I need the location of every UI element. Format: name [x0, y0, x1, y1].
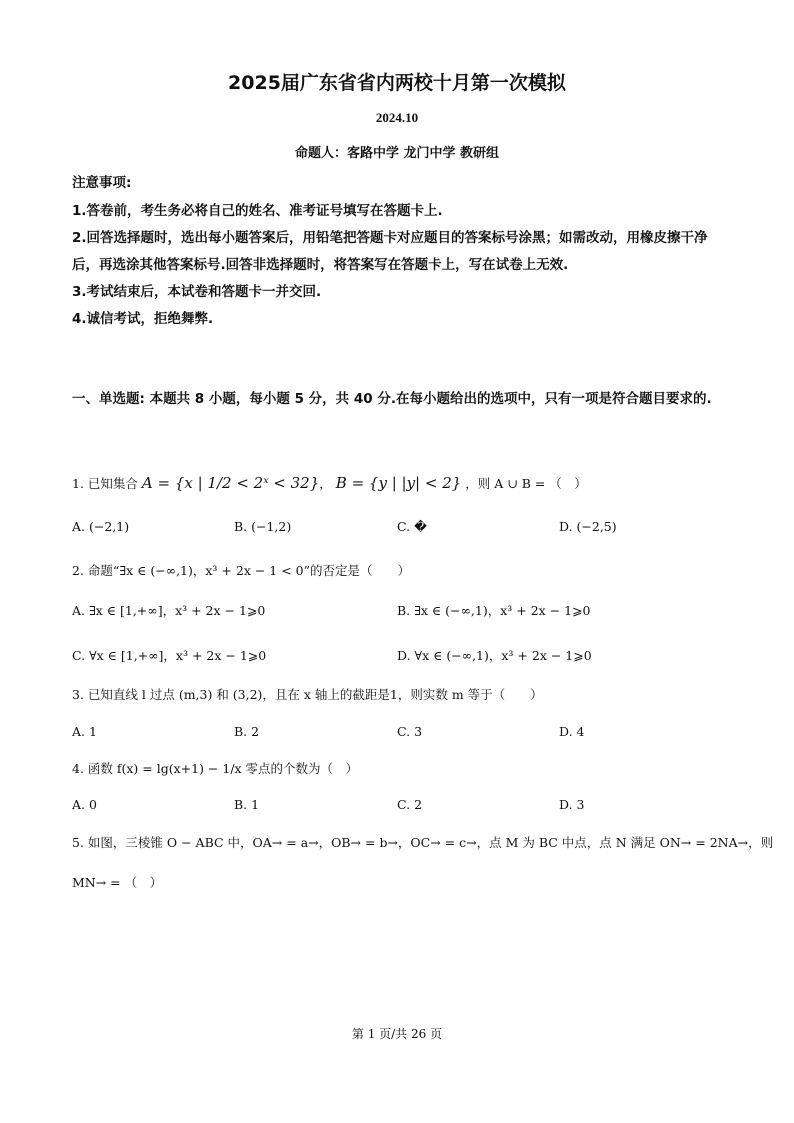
- exam-author: 命题人：客路中学 龙门中学 教研组: [294, 146, 500, 161]
- q1-option-b: B. (−1,2): [234, 519, 292, 534]
- notice-item-3: 3.考试结束后，本试卷和答题卡一并交回.: [72, 284, 322, 300]
- q2-option-c: C. ∀x ∈ [1,+∞]，x³ + 2x − 1⩾0: [72, 648, 267, 663]
- q3-option-b: B. 2: [234, 724, 260, 739]
- question-2-options-row-2: [72, 646, 732, 668]
- q1-option-c: C. �: [397, 519, 427, 534]
- q3-option-c: C. 3: [397, 724, 423, 739]
- question-4-options: [72, 797, 732, 819]
- notice-item-4: 4.诚信考试，拒绝舞弊.: [72, 311, 214, 327]
- question-1-stem: [72, 474, 732, 493]
- question-5-stem: 5. 如图，三棱锥 O − ABC 中，OA→ = a→，OB→ = b→，OC→ = c→，点 M 为 BC 中点，点 N 满足 ON→ = 2NA→，则: [72, 835, 774, 850]
- q1-set-a: A = {x | 1/2 < 2ˣ < 32}: [141, 474, 320, 492]
- q4-option-c: C. 2: [397, 797, 423, 812]
- q3-option-a: A. 1: [72, 724, 97, 739]
- question-1-options: [72, 519, 732, 541]
- q4-option-a: A. 0: [72, 797, 97, 812]
- notice-list: [72, 198, 722, 333]
- section-intro: 一、单选题: 本题共 8 小题，每小题 5 分，共 40 分.在每小题给出的选项中，只有一项是符合题目要求的.: [72, 391, 712, 407]
- q2-option-d: D. ∀x ∈ (−∞,1)，x³ + 2x − 1⩾0: [397, 648, 592, 663]
- question-2-stem: 2. 命题“∃x ∈ (−∞,1)，x³ + 2x − 1 < 0”的否定是（ ）: [72, 563, 411, 578]
- q1-comma: ，: [319, 476, 332, 491]
- notice-item-2: 2.回答选择题时，选出每小题答案后，用铅笔把答题卡对应题目的答案标号涂黑；如需改动，用橡皮擦干净后，再选涂其他答案标号.回答非选择题时，将答案写在答题卡上，写在试卷上无效.: [72, 230, 708, 273]
- q1-option-d: D. (−2,5): [559, 519, 617, 534]
- question-5-stem-continued: MN→ = （ ）: [72, 875, 163, 890]
- exam-title: 2025届广东省省内两校十月第一次模拟: [228, 72, 566, 94]
- question-3-options: [72, 724, 732, 746]
- exam-date: 2024.10: [375, 110, 419, 125]
- q1-suffix: ，则 A ∪ B = （ ）: [465, 476, 587, 491]
- q1-prefix: 1. 已知集合: [72, 476, 138, 491]
- notice-heading: 注意事项:: [72, 175, 132, 191]
- q4-option-b: B. 1: [234, 797, 260, 812]
- q4-option-d: D. 3: [559, 797, 585, 812]
- question-2-options-row-1: [72, 601, 732, 623]
- q3-option-d: D. 4: [559, 724, 585, 739]
- page-footer: 第 1 页/共 26 页: [351, 1027, 443, 1041]
- question-4-stem: 4. 函数 f(x) = lg(x+1) − 1/x 零点的个数为（ ）: [72, 761, 359, 776]
- q2-option-b: B. ∃x ∈ (−∞,1)，x³ + 2x − 1⩾0: [397, 603, 591, 618]
- question-3-stem: 3. 已知直线 l 过点 (m,3) 和 (3,2)，且在 x 轴上的截距是1，则实数 m 等于（ ）: [72, 687, 543, 702]
- q2-option-a: A. ∃x ∈ [1,+∞]，x³ + 2x − 1⩾0: [72, 603, 266, 618]
- q1-set-b: B = {y | |y| < 2}: [335, 474, 462, 492]
- notice-item-1: 1.答卷前，考生务必将自己的姓名、准考证号填写在答题卡上.: [72, 203, 443, 219]
- q1-option-a: A. (−2,1): [72, 519, 130, 534]
